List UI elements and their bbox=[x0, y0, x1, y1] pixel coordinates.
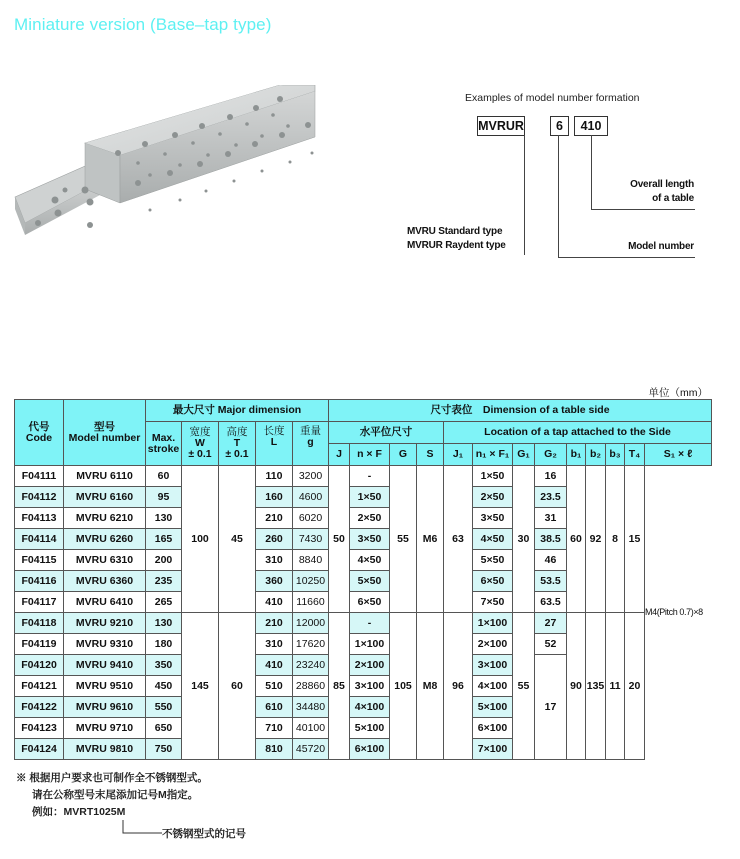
cell-weight: 28860 bbox=[293, 676, 329, 697]
cell-nF: 3×100 bbox=[350, 676, 390, 697]
cell-b3: 11 bbox=[606, 613, 625, 760]
cell-J: 50 bbox=[329, 466, 350, 613]
header-text: T bbox=[233, 437, 241, 449]
cell-n1F1: 4×50 bbox=[473, 529, 513, 550]
cell-G2: 46 bbox=[535, 550, 567, 571]
header-length bbox=[256, 422, 293, 466]
cell-length: 610 bbox=[256, 697, 293, 718]
cell-code: F04114 bbox=[15, 529, 64, 550]
cell-T4: 20 bbox=[625, 613, 645, 760]
cell-J: 85 bbox=[329, 613, 350, 760]
model-number-example bbox=[407, 80, 740, 270]
cell-code: F04111 bbox=[15, 466, 64, 487]
header-text: L bbox=[270, 436, 278, 448]
header-text: Max. bbox=[151, 431, 176, 444]
cell-code: F04122 bbox=[15, 697, 64, 718]
cell-G1: 55 bbox=[513, 613, 535, 760]
header-n1F1: n₁ × F₁ bbox=[473, 444, 513, 466]
cell-G2: 17 bbox=[535, 655, 567, 760]
cell-b1: 90 bbox=[567, 613, 586, 760]
cell-model: MVRU 6410 bbox=[64, 592, 146, 613]
cell-width: 145 bbox=[182, 613, 219, 760]
cell-n1F1: 3×100 bbox=[473, 655, 513, 676]
callout-line bbox=[120, 820, 165, 840]
cell-G2: 52 bbox=[535, 634, 567, 655]
cell-nF: 1×50 bbox=[350, 487, 390, 508]
cell-b2: 135 bbox=[586, 613, 606, 760]
header-text: ± 0.1 bbox=[188, 448, 212, 460]
cell-length: 110 bbox=[256, 466, 293, 487]
cell-b2: 92 bbox=[586, 466, 606, 613]
cell-stroke: 180 bbox=[146, 634, 182, 655]
cell-code: F04117 bbox=[15, 592, 64, 613]
unit-label: 单位（mm） bbox=[648, 387, 708, 399]
cell-stroke: 235 bbox=[146, 571, 182, 592]
header-horizontal: 水平位尺寸 bbox=[329, 422, 444, 444]
cell-stroke: 200 bbox=[146, 550, 182, 571]
cell-model: MVRU 9310 bbox=[64, 634, 146, 655]
cell-model: MVRU 6310 bbox=[64, 550, 146, 571]
overall-length-label bbox=[630, 178, 694, 206]
cell-J1: 63 bbox=[444, 466, 473, 613]
cell-G2: 23.5 bbox=[535, 487, 567, 508]
cell-n1F1: 5×100 bbox=[473, 697, 513, 718]
cell-length: 310 bbox=[256, 634, 293, 655]
cell-nF: 5×50 bbox=[350, 571, 390, 592]
cell-code: F04112 bbox=[15, 487, 64, 508]
cell-length: 160 bbox=[256, 487, 293, 508]
note-line: ※ 根据用户要求也可制作全不锈钢型式。 bbox=[16, 772, 208, 784]
cell-G2: 38.5 bbox=[535, 529, 567, 550]
header-text: 代号 bbox=[28, 420, 50, 433]
cell-nF: 6×100 bbox=[350, 739, 390, 760]
header-text: 宽度 bbox=[189, 426, 211, 438]
cell-model: MVRU 9810 bbox=[64, 739, 146, 760]
cell-stroke: 95 bbox=[146, 487, 182, 508]
cell-G2: 16 bbox=[535, 466, 567, 487]
header-model bbox=[64, 400, 146, 466]
cell-height: 45 bbox=[219, 466, 256, 613]
header-S: S bbox=[417, 444, 444, 466]
header-text: stroke bbox=[147, 442, 180, 455]
header-G1: G₁ bbox=[513, 444, 535, 466]
header-text: Code bbox=[25, 431, 53, 444]
header-width bbox=[182, 422, 219, 466]
cell-nF: 6×50 bbox=[350, 592, 390, 613]
header-J: J bbox=[329, 444, 350, 466]
cell-length: 210 bbox=[256, 613, 293, 634]
cell-nF: 2×50 bbox=[350, 508, 390, 529]
connector-line bbox=[591, 135, 592, 210]
cell-length: 410 bbox=[256, 592, 293, 613]
cell-S: M8 bbox=[417, 613, 444, 760]
cell-code: F04119 bbox=[15, 634, 64, 655]
cell-model: MVRU 9410 bbox=[64, 655, 146, 676]
header-b1: b₁ bbox=[567, 444, 586, 466]
example-caption: Examples of model number formation bbox=[465, 92, 640, 104]
table-row bbox=[15, 613, 712, 634]
cell-model: MVRU 9510 bbox=[64, 676, 146, 697]
cell-T4: 15 bbox=[625, 466, 645, 613]
cell-nF: 1×100 bbox=[350, 634, 390, 655]
page-title: Miniature version (Base–tap type) bbox=[14, 15, 272, 34]
header-J1: J₁ bbox=[444, 444, 473, 466]
cell-stroke: 650 bbox=[146, 718, 182, 739]
cell-weight: 17620 bbox=[293, 634, 329, 655]
cell-G: 105 bbox=[390, 613, 417, 760]
cell-n1F1: 6×100 bbox=[473, 718, 513, 739]
note-line: 请在公称型号末尾添加记号M指定。 bbox=[32, 789, 199, 801]
cell-weight: 8840 bbox=[293, 550, 329, 571]
header-nF: n × F bbox=[350, 444, 390, 466]
cell-weight: 40100 bbox=[293, 718, 329, 739]
specification-table bbox=[14, 399, 712, 760]
cell-weight: 11660 bbox=[293, 592, 329, 613]
cell-length: 710 bbox=[256, 718, 293, 739]
table-body bbox=[15, 466, 712, 760]
cell-weight: 6020 bbox=[293, 508, 329, 529]
header-major-dimension: 最大尺寸 Major dimension bbox=[146, 400, 329, 422]
header-S1l: S₁ × ℓ bbox=[645, 444, 712, 466]
cell-stroke: 450 bbox=[146, 676, 182, 697]
cell-weight: 45720 bbox=[293, 739, 329, 760]
model-series-box: MVRUR bbox=[477, 116, 525, 136]
cell-n1F1: 4×100 bbox=[473, 676, 513, 697]
header-text: 型号 bbox=[94, 420, 115, 433]
table-row bbox=[15, 466, 712, 487]
header-height bbox=[219, 422, 256, 466]
cell-length: 210 bbox=[256, 508, 293, 529]
cell-stroke: 60 bbox=[146, 466, 182, 487]
cell-J1: 96 bbox=[444, 613, 473, 760]
cell-length: 810 bbox=[256, 739, 293, 760]
cell-nF: - bbox=[350, 466, 390, 487]
note-example: 例如：MVRT1025M bbox=[32, 806, 126, 818]
cell-length: 260 bbox=[256, 529, 293, 550]
header-text: 长度 bbox=[263, 425, 285, 437]
cell-n1F1: 1×50 bbox=[473, 466, 513, 487]
cell-model: MVRU 6110 bbox=[64, 466, 146, 487]
cell-G2: 63.5 bbox=[535, 592, 567, 613]
cell-model: MVRU 6210 bbox=[64, 508, 146, 529]
cell-length: 410 bbox=[256, 655, 293, 676]
header-G2: G₂ bbox=[535, 444, 567, 466]
cell-S1l: M4(Pitch 0.7)×8 bbox=[645, 466, 712, 760]
cell-weight: 10250 bbox=[293, 571, 329, 592]
cell-G2: 53.5 bbox=[535, 571, 567, 592]
cell-n1F1: 2×100 bbox=[473, 634, 513, 655]
header-text: Model number bbox=[68, 431, 141, 444]
cell-nF: 4×50 bbox=[350, 550, 390, 571]
type-label bbox=[407, 225, 506, 253]
cell-b1: 60 bbox=[567, 466, 586, 613]
cell-code: F04118 bbox=[15, 613, 64, 634]
cell-model: MVRU 6160 bbox=[64, 487, 146, 508]
cell-stroke: 350 bbox=[146, 655, 182, 676]
cell-model: MVRU 9710 bbox=[64, 718, 146, 739]
model-size-box: 6 bbox=[550, 116, 569, 136]
cell-stroke: 265 bbox=[146, 592, 182, 613]
cell-length: 360 bbox=[256, 571, 293, 592]
cell-code: F04113 bbox=[15, 508, 64, 529]
header-b2: b₂ bbox=[586, 444, 606, 466]
product-photo bbox=[10, 85, 320, 260]
cell-code: F04115 bbox=[15, 550, 64, 571]
cell-n1F1: 2×50 bbox=[473, 487, 513, 508]
header-tap-location: Location of a tap attached to the Side bbox=[444, 422, 712, 444]
header-weight bbox=[293, 422, 329, 466]
cell-stroke: 130 bbox=[146, 508, 182, 529]
cell-n1F1: 1×100 bbox=[473, 613, 513, 634]
connector-line bbox=[558, 257, 695, 258]
cell-stroke: 550 bbox=[146, 697, 182, 718]
label-line: MVRU Standard type bbox=[407, 226, 503, 237]
cell-n1F1: 3×50 bbox=[473, 508, 513, 529]
cell-n1F1: 7×50 bbox=[473, 592, 513, 613]
cell-G1: 30 bbox=[513, 466, 535, 613]
cell-nF: 3×50 bbox=[350, 529, 390, 550]
header-max-stroke bbox=[146, 422, 182, 466]
connector-line bbox=[558, 135, 559, 258]
header-code bbox=[15, 400, 64, 466]
cell-nF: 4×100 bbox=[350, 697, 390, 718]
header-text: W bbox=[195, 437, 205, 449]
notes bbox=[16, 770, 208, 821]
cell-weight: 7430 bbox=[293, 529, 329, 550]
cell-G2: 31 bbox=[535, 508, 567, 529]
cell-code: F04116 bbox=[15, 571, 64, 592]
cell-S: M6 bbox=[417, 466, 444, 613]
header-T4: T₄ bbox=[625, 444, 645, 466]
cell-model: MVRU 9210 bbox=[64, 613, 146, 634]
cell-nF: - bbox=[350, 613, 390, 634]
header-text: 高度 bbox=[226, 426, 248, 438]
cell-G2: 27 bbox=[535, 613, 567, 634]
label-line: Overall length bbox=[630, 179, 694, 190]
cell-code: F04120 bbox=[15, 655, 64, 676]
header-text: ± 0.1 bbox=[225, 448, 249, 460]
cell-model: MVRU 6360 bbox=[64, 571, 146, 592]
cell-G: 55 bbox=[390, 466, 417, 613]
header-text: g bbox=[307, 436, 314, 448]
cell-weight: 3200 bbox=[293, 466, 329, 487]
cell-height: 60 bbox=[219, 613, 256, 760]
cell-nF: 2×100 bbox=[350, 655, 390, 676]
label-line: MVRUR Raydent type bbox=[407, 240, 506, 251]
cell-weight: 12000 bbox=[293, 613, 329, 634]
header-b3: b₃ bbox=[606, 444, 625, 466]
connector-line bbox=[524, 135, 525, 255]
header-side-dimension: 尺寸表位 Dimension of a table side bbox=[329, 400, 712, 422]
callout-text: 不锈钢型式的记号 bbox=[162, 828, 246, 840]
cell-b3: 8 bbox=[606, 466, 625, 613]
cell-length: 310 bbox=[256, 550, 293, 571]
cell-n1F1: 6×50 bbox=[473, 571, 513, 592]
model-number-label: Model number bbox=[628, 241, 694, 252]
cell-weight: 34480 bbox=[293, 697, 329, 718]
cell-code: F04124 bbox=[15, 739, 64, 760]
cell-model: MVRU 6260 bbox=[64, 529, 146, 550]
cell-code: F04121 bbox=[15, 676, 64, 697]
cell-n1F1: 5×50 bbox=[473, 550, 513, 571]
cell-n1F1: 7×100 bbox=[473, 739, 513, 760]
cell-code: F04123 bbox=[15, 718, 64, 739]
header-text: 重量 bbox=[300, 425, 321, 437]
cell-stroke: 165 bbox=[146, 529, 182, 550]
cell-length: 510 bbox=[256, 676, 293, 697]
cell-weight: 23240 bbox=[293, 655, 329, 676]
cell-stroke: 750 bbox=[146, 739, 182, 760]
model-length-box: 410 bbox=[574, 116, 608, 136]
cell-stroke: 130 bbox=[146, 613, 182, 634]
cell-weight: 4600 bbox=[293, 487, 329, 508]
label-line: of a table bbox=[652, 193, 694, 204]
header-G: G bbox=[390, 444, 417, 466]
connector-line bbox=[591, 209, 695, 210]
cell-model: MVRU 9610 bbox=[64, 697, 146, 718]
cell-width: 100 bbox=[182, 466, 219, 613]
cell-nF: 5×100 bbox=[350, 718, 390, 739]
